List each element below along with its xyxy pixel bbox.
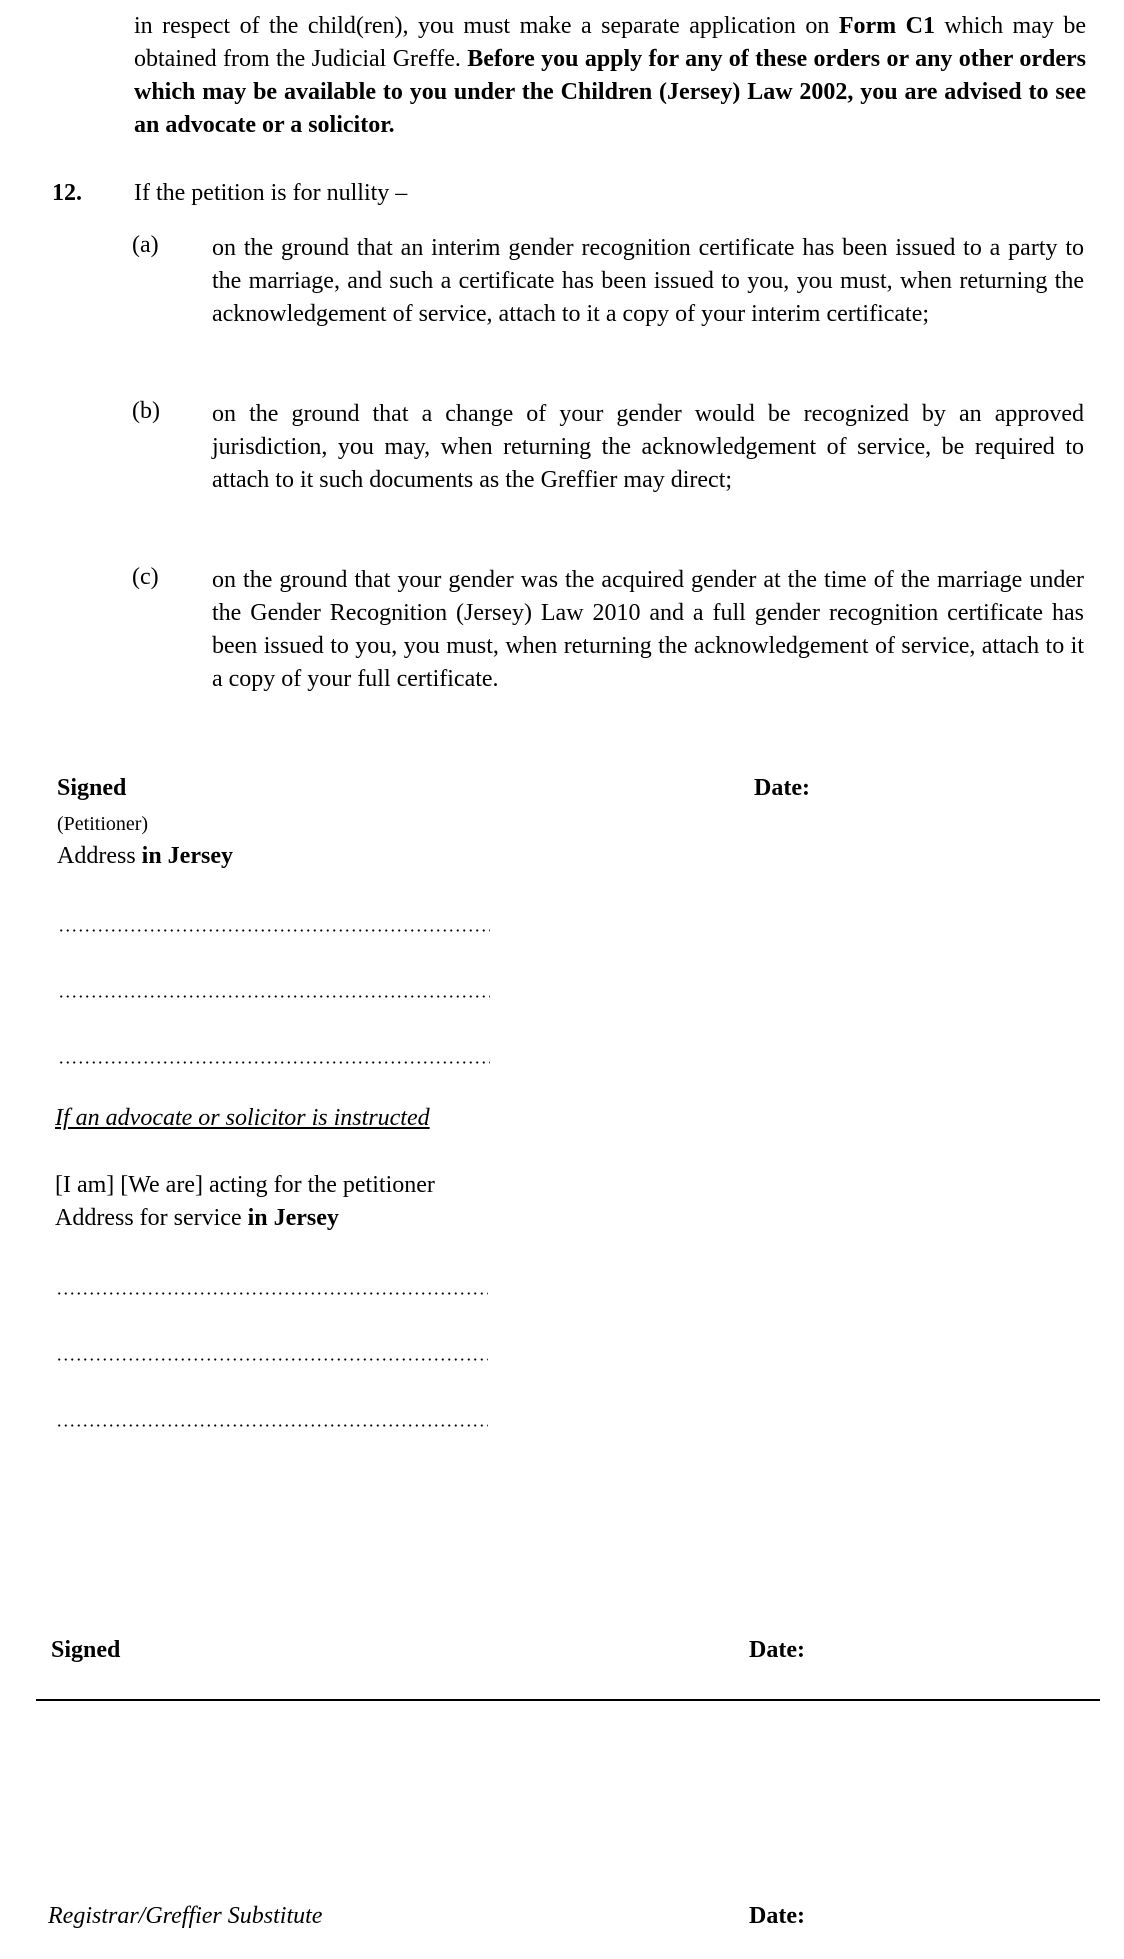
section-heading: If the petition is for nullity –: [134, 180, 408, 206]
advocate-date-label: Date:: [749, 1637, 805, 1663]
intro-text-2: which may be obtained from the Judicial Greffe.: [134, 13, 1087, 72]
advocate-address-label: Address for service in Jersey: [55, 1205, 339, 1231]
petitioner-role: (Petitioner): [57, 813, 149, 835]
registrar-label: Registrar/Greffier Substitute: [48, 1903, 323, 1929]
petitioner-address-label: Address in Jersey: [57, 843, 233, 869]
item-label-a: (a): [132, 232, 159, 258]
section-number: 12.: [52, 180, 82, 206]
item-label-c: (c): [132, 564, 159, 590]
advocate-signed-label: Signed: [51, 1637, 121, 1663]
petitioner-signed-label: Signed: [57, 775, 127, 801]
advocate-address-line-3[interactable]: [56, 1424, 488, 1427]
advocate-heading: If an advocate or solicitor is instructed: [55, 1105, 430, 1131]
form-reference: Form C1: [838, 13, 935, 39]
petitioner-address-line-3[interactable]: [58, 1061, 490, 1064]
advocate-address-line-2[interactable]: [56, 1358, 488, 1361]
item-text-a: on the ground that an interim gender recognition certificate has been issued to a party to the marriage, and such a certificate has been issued to you, you must, when returning the acknowledgement of service, attach to it a copy of your interim certificate;: [212, 235, 1084, 327]
section-divider: [36, 1699, 1100, 1701]
advice-note: Before you apply for any of these orders or any other orders which may be available to you under the Children (Jersey) Law 2002, you are advised to see an advocate or a solicitor.: [134, 46, 1086, 138]
intro-text: in respect of the child(ren), you must make a separate application on: [134, 13, 839, 39]
petitioner-address-line-2[interactable]: [58, 995, 490, 998]
item-text-c: on the ground that your gender was the acquired gender at the time of the marriage under the Gender Recognition (Jersey) Law 2010 and a full gender recognition certificate has been issued to you, you must, when returning the acknowledgement of service, attach to it a copy of your full certificate.: [212, 567, 1084, 692]
item-label-b: (b): [132, 398, 160, 424]
petitioner-address-line-1[interactable]: [58, 929, 490, 932]
registrar-date-label: Date:: [749, 1903, 805, 1929]
intro-paragraph: [134, 10, 1086, 142]
item-text-b: on the ground that a change of your gender would be recognized by an approved jurisdiction, you may, when returning the acknowledgement of service, be required to attach to it such documents as the Greffier may direct;: [212, 401, 1084, 493]
acting-statement: [I am] [We are] acting for the petitioner: [55, 1172, 435, 1198]
petitioner-date-label: Date:: [754, 775, 810, 801]
advocate-address-line-1[interactable]: [56, 1292, 488, 1295]
